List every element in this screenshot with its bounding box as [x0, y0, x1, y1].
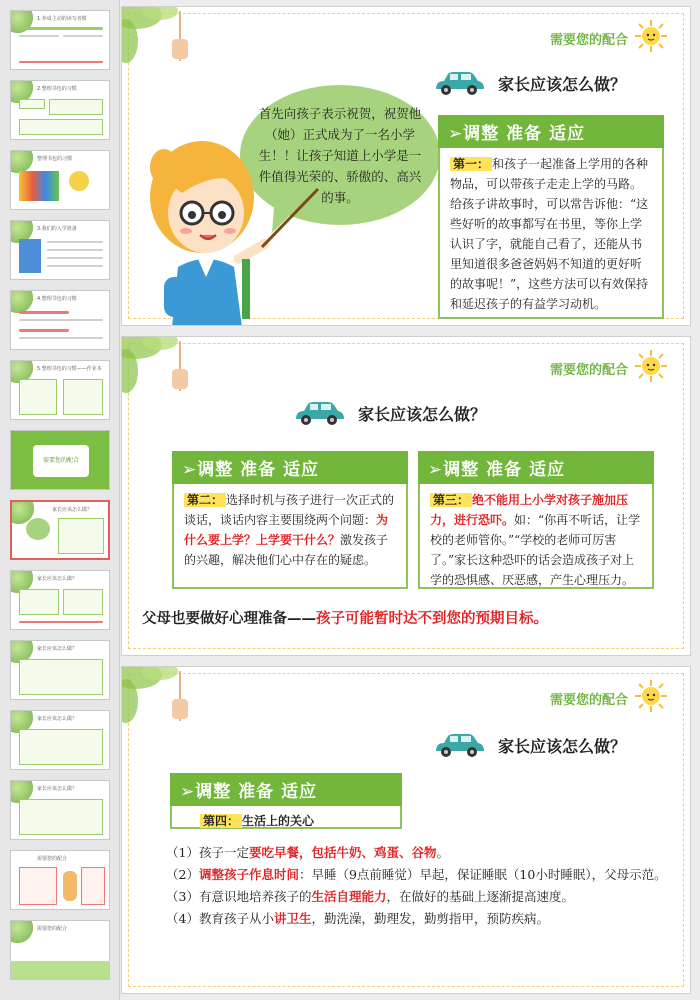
banner-text: 需要您的配合	[549, 363, 628, 378]
slide-thumbnail-8-selected[interactable]	[10, 500, 110, 560]
bubble-text: 首先向孩子表示祝贺，祝贺他（她）正式成为了一名小学生！！让孩子知道上小学是一件值得光荣的、骄傲的、高兴的事。	[258, 105, 422, 205]
card-step-one	[438, 115, 664, 319]
thumbnail-title: 1.养成主动的读写者惯	[37, 16, 87, 22]
step-highlight: 为什么要上学？上学要干什么？	[184, 513, 389, 547]
list-item	[166, 908, 670, 929]
thumbnail-title: 3.我们的入学准备	[37, 226, 77, 232]
slide-thumbnail-2[interactable]	[10, 80, 110, 140]
list-item-text-end: ，在做好的基础上逐渐提高速度。	[386, 889, 574, 904]
card-title: ➢调整 准备 适应	[170, 773, 402, 806]
list-item-text-end: ，勤洗澡，勤理发，勤剪指甲，预防疾病。	[311, 911, 549, 926]
list-item-text: （1）孩子一定	[166, 845, 249, 860]
list-item-text: （2）	[166, 867, 199, 882]
step-text: 和孩子一起准备上学用的各种物品，可以带孩子走走上学的马路。给孩子讲故事时，可以常告诉他：“这些好听的故事都写在书里，等你上学认识了字，就能自己看了，还能从书里知道很多爸爸妈妈不知道的更好听的故事呢！”，这些方法可以有效保持和延迟孩子的有益学习动机。	[450, 157, 649, 311]
list-item	[166, 842, 670, 863]
list-item-text-end: ：早睡（9点前睡觉）早起，保证睡眠（10小时睡眠），父母示范。	[298, 867, 667, 882]
car-icon	[292, 399, 346, 427]
slide-thumbnail-14[interactable]	[10, 920, 110, 980]
teacher-cartoon-illustration	[142, 127, 332, 326]
thumbnail-title: 家长应该怎么做？	[37, 576, 78, 582]
thumbnail-title: 2.整理书包的习惯	[37, 86, 77, 92]
step-tag: 第三：	[430, 493, 472, 507]
slide-thumbnail-6[interactable]	[10, 360, 110, 420]
thumbnail-title: 家长应该怎么做？	[37, 786, 78, 792]
care-list	[166, 842, 670, 930]
card-body	[172, 806, 400, 836]
thumbnail-title: 4.整理书包的习惯	[37, 296, 77, 302]
card-body	[440, 148, 662, 320]
step-text-2: 激发孩子的兴趣，解决他们心中存在的疑虑。	[184, 533, 389, 567]
card-step-two	[172, 451, 408, 589]
slide-thumbnail-5[interactable]	[10, 290, 110, 350]
list-item	[166, 886, 670, 907]
list-item-highlight: 讲卫生	[273, 911, 312, 926]
step-text: 选择时机与孩子进行一次正式的谈话，谈话内容主要围绕两个问题：	[184, 493, 395, 527]
slide-3[interactable]	[121, 666, 691, 994]
leaf-decoration	[11, 291, 33, 313]
card-step-three	[418, 451, 654, 589]
slide-thumbnail-panel	[0, 0, 120, 1000]
card-step-four	[170, 773, 402, 829]
slide-heading: 家长应该怎么做？	[358, 404, 487, 424]
thumbnail-title: 需要您的配合	[33, 445, 89, 477]
sun-icon	[634, 19, 668, 53]
thumbnail-title: 5.整理书包的习惯——作业本	[37, 366, 102, 372]
list-item-highlight: 要吃早餐，包括牛奶、鸡蛋、谷物	[248, 845, 437, 860]
car-icon	[432, 731, 486, 759]
thumbnail-title: 需要您的配合	[37, 856, 68, 862]
list-item-highlight: 调整孩子作息时间	[198, 867, 299, 882]
slide-thumbnail-10[interactable]	[10, 640, 110, 700]
leaf-corner-decoration	[121, 336, 206, 401]
bottom-note	[142, 607, 680, 628]
slide-thumbnail-13[interactable]	[10, 850, 110, 910]
car-icon	[432, 69, 486, 97]
thumbnail-title: 家长应该怎么做？	[37, 646, 78, 652]
leaf-corner-decoration	[121, 6, 206, 71]
list-item-text: （4）教育孩子从小	[166, 911, 274, 926]
slide-1[interactable]	[121, 6, 691, 326]
slide-heading: 家长应该怎么做？	[498, 736, 627, 756]
sun-icon	[634, 349, 668, 383]
step-tag: 第二：	[184, 493, 226, 507]
leaf-corner-decoration	[121, 666, 206, 731]
list-item-text: （3）有意识地培养孩子的	[166, 889, 312, 904]
thumbnail-title: 家长应该怎么做？	[37, 716, 78, 722]
heading-row	[292, 399, 486, 427]
list-item	[166, 864, 670, 885]
slide-thumbnail-1[interactable]	[10, 10, 110, 70]
card-body	[174, 484, 406, 576]
bottom-note-highlight: 孩子可能暂时达不到您的预期目标。	[316, 610, 548, 627]
card-title: ➢调整 准备 适应	[438, 115, 664, 148]
list-item-highlight: 生活自理能力	[311, 889, 387, 904]
step-text: 生活上的关心	[242, 814, 315, 828]
list-item-text-end: 。	[436, 845, 449, 860]
banner-text: 需要您的配合	[549, 33, 628, 48]
card-body	[420, 484, 652, 596]
card-title: ➢调整 准备 适应	[172, 451, 408, 484]
bottom-note-text: 父母也要做好心理准备——	[142, 610, 316, 627]
slide-thumbnail-12[interactable]	[10, 780, 110, 840]
heading-row	[432, 731, 626, 759]
step-highlight: 绝不能用上小学对孩子施加压力，进行恐吓。	[430, 493, 629, 527]
heading-row	[432, 69, 626, 97]
slide-thumbnail-9[interactable]	[10, 570, 110, 630]
banner-text: 需要您的配合	[549, 693, 628, 708]
thumbnail-title: 需要您的配合	[37, 926, 68, 932]
thumbnail-title: 家长应该怎么做？	[52, 507, 93, 513]
step-tag: 第一：	[450, 157, 492, 171]
card-title: ➢调整 准备 适应	[418, 451, 654, 484]
slide-thumbnail-7[interactable]	[10, 430, 110, 490]
leaf-decoration	[11, 921, 33, 943]
leaf-decoration	[11, 151, 33, 173]
slide-thumbnail-4[interactable]	[10, 220, 110, 280]
step-text: 如：“你再不听话，让学校的老师管你。”“学校的老师可厉害了。”家长这种恐吓的话会造成孩子对上学的恐惧感、厌恶感，产生心理压力。	[430, 513, 641, 587]
slide-thumbnail-3[interactable]	[10, 150, 110, 210]
slide-thumbnail-11[interactable]	[10, 710, 110, 770]
sun-icon	[634, 679, 668, 713]
step-tag: 第四：	[200, 814, 242, 828]
slide-2[interactable]	[121, 336, 691, 656]
slide-heading: 家长应该怎么做？	[498, 74, 627, 94]
thumbnail-title: 整理书包的习惯	[37, 156, 73, 162]
